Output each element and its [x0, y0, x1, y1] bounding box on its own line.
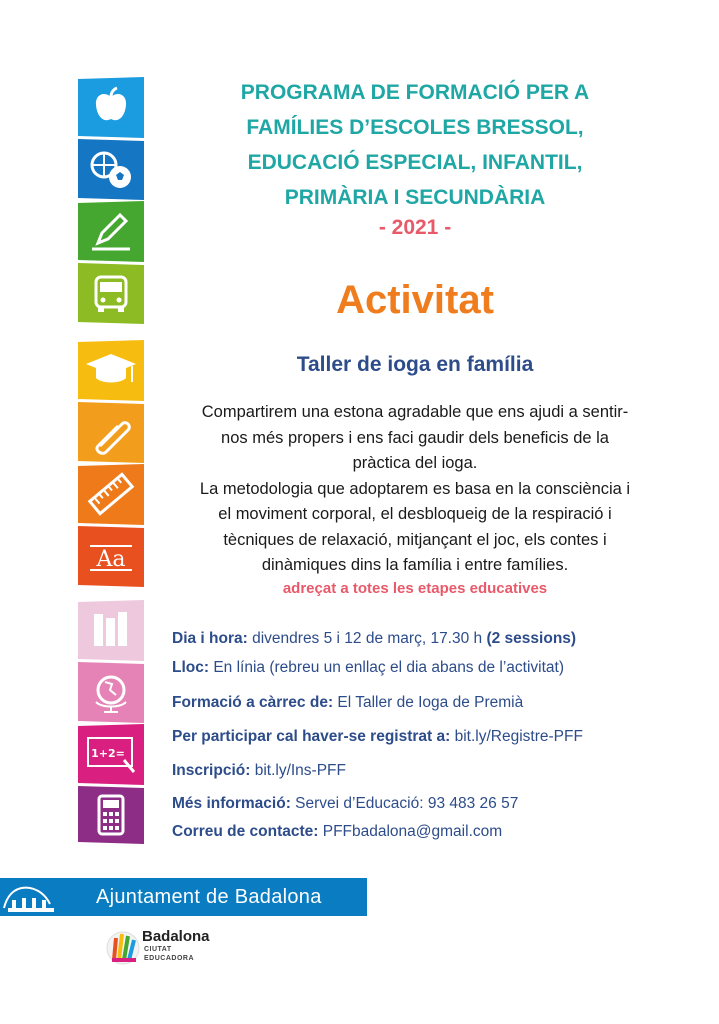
- detail-more-info: [172, 795, 518, 813]
- svg-text:1+2=: 1+2=: [91, 747, 125, 760]
- tile-pencil: [78, 201, 144, 262]
- tile-chalkboard: [78, 724, 144, 785]
- tile-ruler: [78, 464, 144, 525]
- detail-date-time: [172, 630, 576, 648]
- pencil-icon: [78, 201, 144, 262]
- description-line: nos més propers i ens faci gaudir dels beneficis de la: [221, 428, 609, 447]
- contact-email-link[interactable]: PFFbadalona@gmail.com: [318, 823, 503, 840]
- graduation-cap-icon: [78, 340, 144, 401]
- detail-extra: (2 sessions): [486, 630, 577, 647]
- crest-icon: [0, 878, 62, 916]
- books-icon: [78, 600, 144, 661]
- detail-value: En línia (rebreu un enllaç el dia abans de l’activitat): [209, 659, 565, 676]
- tile-paperclip: [78, 402, 144, 463]
- inscription-link[interactable]: bit.ly/Ins-PFF: [250, 762, 346, 779]
- description-line: pràctica del ioga.: [352, 454, 478, 472]
- detail-value: El Taller de Ioga de Premià: [333, 694, 524, 711]
- description-line: Compartirem una estona agradable que ens ajudi a sentir-: [201, 403, 629, 421]
- tile-balls: [78, 139, 144, 200]
- tile-globe: [78, 662, 144, 723]
- balls-icon: [78, 139, 144, 200]
- detail-registration: [172, 728, 583, 746]
- detail-label: Lloc:: [172, 659, 210, 676]
- registration-link[interactable]: bit.ly/Registre-PFF: [450, 728, 583, 745]
- calculator-icon: [78, 786, 144, 844]
- tile-letters: [78, 526, 144, 587]
- program-title-line: PRIMÀRIA I SECUNDÀRIA: [284, 186, 546, 209]
- program-title-line: EDUCACIÓ ESPECIAL, INFANTIL,: [247, 151, 583, 174]
- description-line: dinàmiques dins la família i entre famílies.: [261, 556, 569, 574]
- tile-apple: [78, 77, 144, 138]
- audience-note: adreçat a totes les etapes educatives: [282, 580, 548, 597]
- workshop-title: Taller de ioga en família: [296, 353, 534, 376]
- detail-value: divendres 5 i 12 de març, 17.30 h: [247, 630, 487, 647]
- detail-contact-email: [172, 823, 502, 841]
- banner-text: Ajuntament de Badalona: [96, 886, 322, 908]
- detail-label: Correu de contacte:: [172, 823, 319, 840]
- detail-place: [172, 659, 564, 677]
- detail-inscription: [172, 762, 346, 780]
- logo-subtitle-2: EDUCADORA: [144, 955, 194, 962]
- chalkboard-icon: [78, 724, 144, 785]
- svg-text:Aa: Aa: [96, 547, 126, 572]
- detail-label: Inscripció:: [172, 762, 251, 779]
- logo-subtitle-1: CIUTAT: [144, 946, 172, 953]
- program-title-line: PROGRAMA DE FORMACIÓ PER A: [240, 81, 590, 104]
- tile-graduation-cap: [78, 340, 144, 401]
- description-line: La metodologia que adoptarem es basa en la consciència i: [199, 479, 631, 498]
- badalona-logo: [106, 924, 226, 968]
- tile-calculator: [78, 786, 144, 844]
- logo-name: Badalona: [142, 928, 210, 945]
- tile-bus: [78, 263, 144, 324]
- description: [160, 400, 670, 579]
- hands-logo-icon: [106, 924, 140, 968]
- detail-label: Més informació:: [172, 795, 291, 812]
- letters-icon: [78, 526, 144, 587]
- detail-trainer: [172, 694, 523, 712]
- city-council-banner: [0, 878, 367, 916]
- detail-label: Per participar cal haver-se registrat a:: [172, 728, 451, 745]
- ruler-icon: [78, 464, 144, 525]
- bus-icon: [78, 263, 144, 324]
- year-label: - 2021 -: [378, 216, 452, 239]
- detail-label: Dia i hora:: [172, 630, 248, 647]
- activity-heading: Activitat: [336, 278, 494, 322]
- tile-books: [78, 600, 144, 661]
- program-title-line: FAMÍLIES D’ESCOLES BRESSOL,: [246, 116, 584, 139]
- paperclip-icon: [78, 402, 144, 463]
- program-title: [190, 75, 640, 215]
- globe-icon: [78, 662, 144, 723]
- detail-value: Servei d’Educació: 93 483 26 57: [290, 795, 519, 812]
- detail-label: Formació a càrrec de:: [172, 694, 334, 711]
- description-line: el moviment corporal, el desbloqueig de la respiració i: [218, 505, 612, 523]
- description-line: tècniques de relaxació, mitjançant el joc, els contes i: [223, 530, 607, 549]
- apple-icon: [78, 77, 144, 138]
